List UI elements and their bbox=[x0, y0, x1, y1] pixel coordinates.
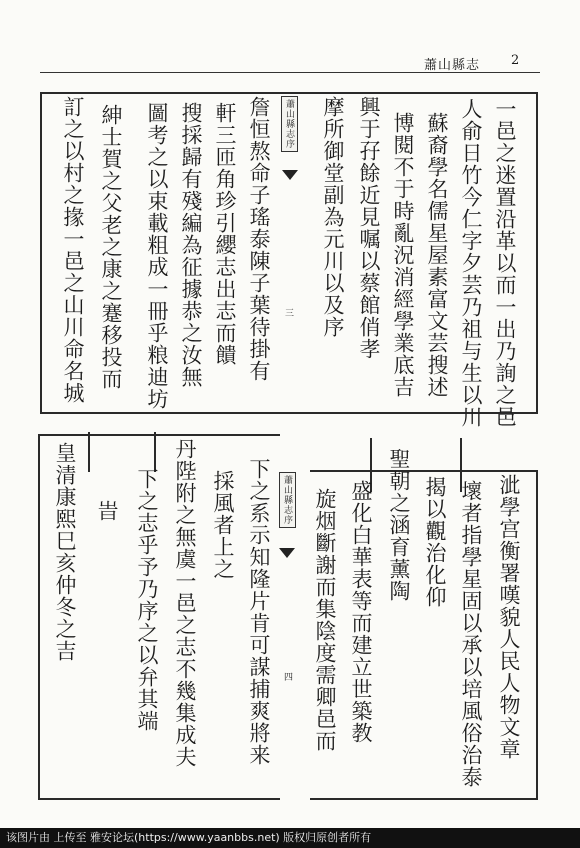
bracket-line bbox=[154, 432, 156, 472]
text-column: 丹陛附之無虞一邑之志不幾集成夫 bbox=[173, 438, 197, 768]
page-header-title: 蕭山縣志 bbox=[424, 58, 481, 73]
text-column: 旋烟斷謝而集陰度需卿邑而 bbox=[313, 488, 337, 752]
text-column: 人俞日竹今仁字夕芸乃祖与生以川 bbox=[459, 98, 483, 428]
text-column: 圖考之以束載粗成一冊乎粮迪坊 bbox=[145, 102, 169, 410]
text-column: 下之志乎予乃序之以弁其端 bbox=[135, 468, 159, 732]
watermark-footer: 该图片由 上传至 雅安论坛(https://www.yaanbbs.net) 版权归原创者所有 bbox=[0, 828, 580, 848]
bottom-gutter-index: 四 bbox=[284, 673, 294, 683]
bracket-line bbox=[88, 432, 90, 472]
text-column: 軒三匝角珍引纓志出志而饋 bbox=[213, 102, 237, 366]
text-column: 下之系示知隆片肯可謀捕爽將来 bbox=[247, 458, 271, 766]
bottom-gutter-label: 蕭山縣志序 bbox=[279, 472, 296, 528]
text-column: 一邑之迷置沿革以而一出乃詢之邑 bbox=[493, 98, 517, 428]
fish-tail-mark bbox=[282, 170, 298, 180]
text-column: 搜採歸有殘編為征據恭之汝無 bbox=[179, 102, 203, 388]
text-column: 詹恒熬命子瑤泰陳子葉待掛有 bbox=[247, 96, 271, 382]
fish-tail-mark bbox=[279, 548, 295, 558]
top-gutter-index: 三 bbox=[285, 309, 295, 319]
text-column: 泚學宫衡署嘆貌人民人物文章 bbox=[497, 474, 521, 760]
text-column: 博閱不于時亂況消經學業底吉 bbox=[391, 112, 415, 398]
text-column: 壞者指學星固以承以培風俗治泰 bbox=[459, 480, 483, 788]
text-column: 訂之以村之掾一邑之山川命名城 bbox=[61, 96, 85, 404]
page-number: 2 bbox=[511, 53, 520, 68]
text-column: 紳士賀之父老之康之蹇移投而 bbox=[99, 104, 123, 390]
text-column: 摩所御堂副為元川以及序 bbox=[321, 96, 345, 338]
text-column: 揭以觀治化仰 bbox=[423, 476, 447, 608]
text-column: 蘇裔學名儒星屋素富文芸搜述 bbox=[425, 112, 449, 398]
text-column: 皇清康熙巳亥仲冬之吉 bbox=[53, 442, 77, 662]
header-rule bbox=[40, 72, 540, 73]
text-column: 興于孖餘近見嘱以蔡館俏孝 bbox=[357, 96, 381, 360]
text-column: 盛化白華表等而建立世築教 bbox=[349, 480, 373, 744]
text-column: 旹 bbox=[95, 500, 119, 522]
text-column: 聖朝之涵育薰陶 bbox=[387, 448, 411, 602]
top-gutter-label: 蕭山縣志序 bbox=[281, 96, 298, 152]
text-column: 採風者上之 bbox=[211, 470, 235, 580]
